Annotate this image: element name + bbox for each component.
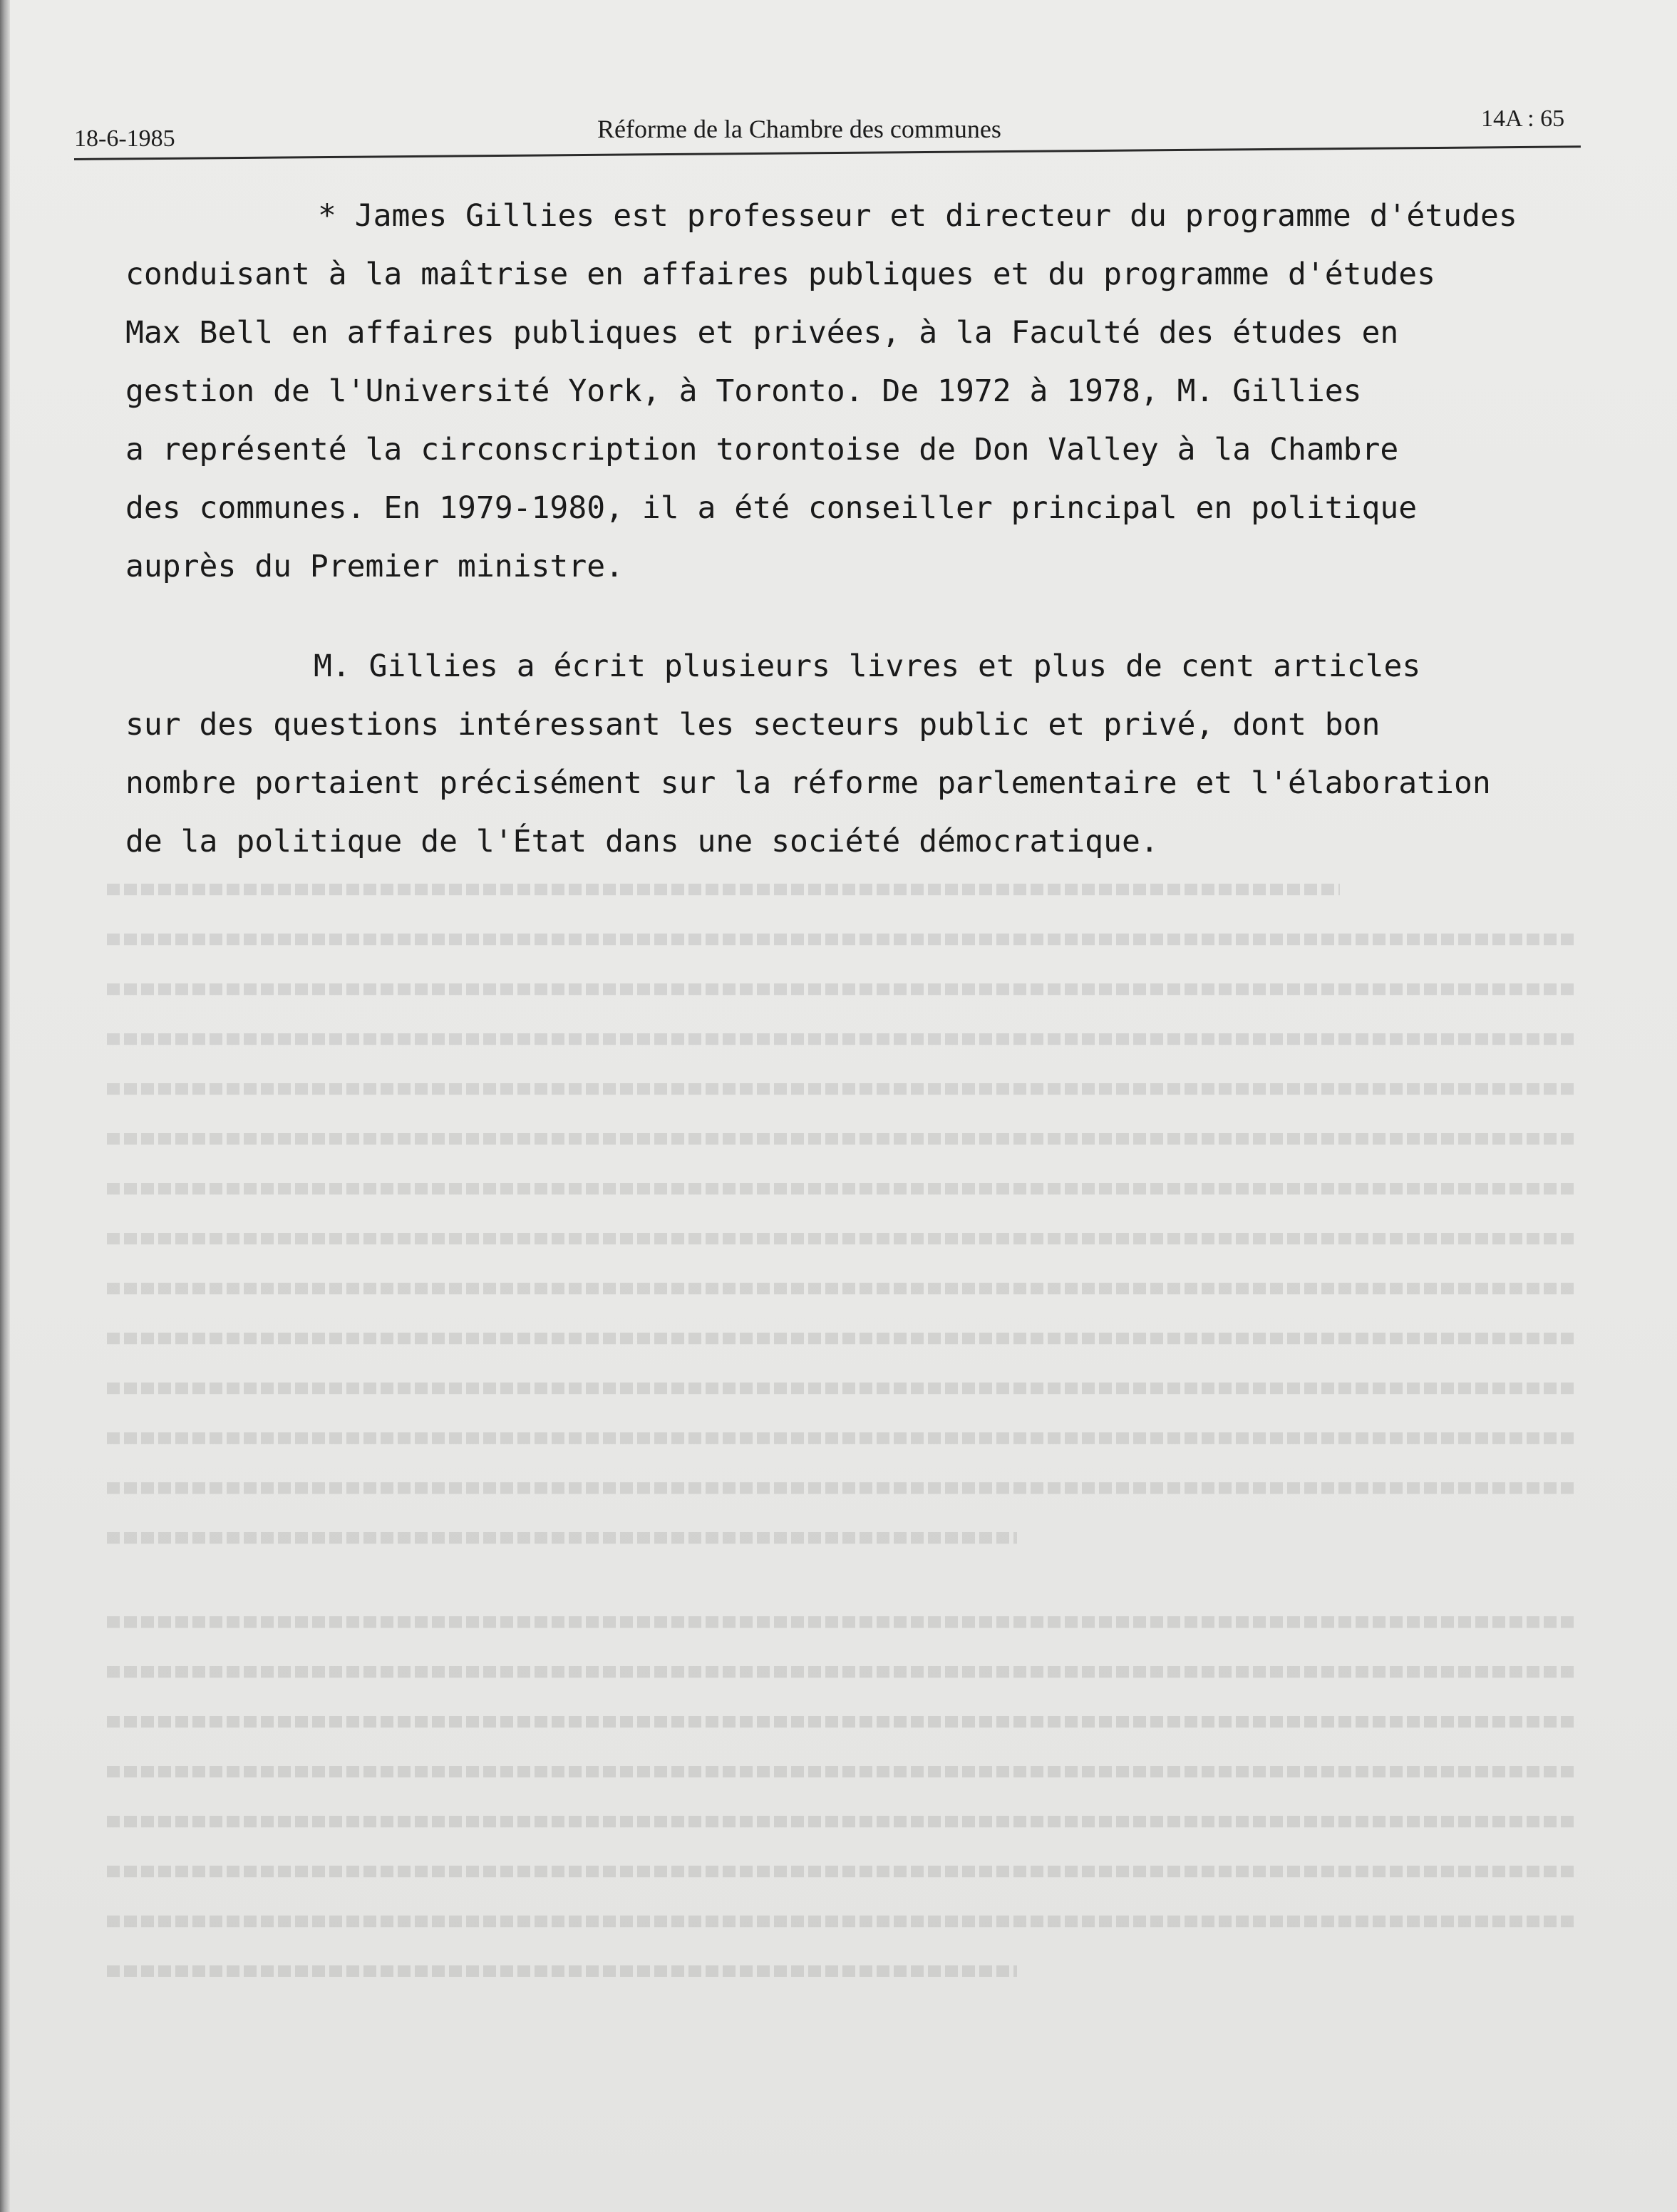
text-line: gestion de l'Université York, à Toronto. De 1972 à 1978, M. Gillies bbox=[125, 373, 1362, 409]
text-line: nombre portaient précisément sur la réforme parlementaire et l'élaboration bbox=[125, 765, 1491, 801]
text-line: conduisant à la maîtrise en affaires publiques et du programme d'études bbox=[125, 257, 1436, 292]
text-line: auprès du Premier ministre. bbox=[125, 549, 624, 584]
paragraph-publications bbox=[125, 637, 1558, 871]
header-title: Réforme de la Chambre des communes bbox=[597, 115, 1001, 143]
paragraph-biography bbox=[125, 187, 1558, 596]
text-line: Max Bell en affaires publiques et privées, à la Faculté des études en bbox=[125, 315, 1399, 351]
text-line: * James Gillies est professeur et directeur du programme d'études bbox=[318, 198, 1517, 234]
text-line: de la politique de l'État dans une société démocratique. bbox=[125, 824, 1159, 859]
header-page-number: 14A : 65 bbox=[1481, 105, 1565, 132]
text-line: a représenté la circonscription torontoise de Don Valley à la Chambre bbox=[125, 432, 1399, 467]
header-rule bbox=[74, 145, 1581, 160]
header-date: 18-6-1985 bbox=[74, 125, 175, 152]
page-header bbox=[0, 0, 1677, 171]
scan-edge-shadow bbox=[0, 0, 10, 2212]
text-line: M. Gillies a écrit plusieurs livres et plus de cent articles bbox=[314, 648, 1421, 684]
text-line: des communes. En 1979-1980, il a été conseiller principal en politique bbox=[125, 490, 1418, 526]
text-line: sur des questions intéressant les secteurs public et privé, dont bon bbox=[125, 707, 1381, 743]
bleed-through-text bbox=[107, 884, 1575, 1953]
